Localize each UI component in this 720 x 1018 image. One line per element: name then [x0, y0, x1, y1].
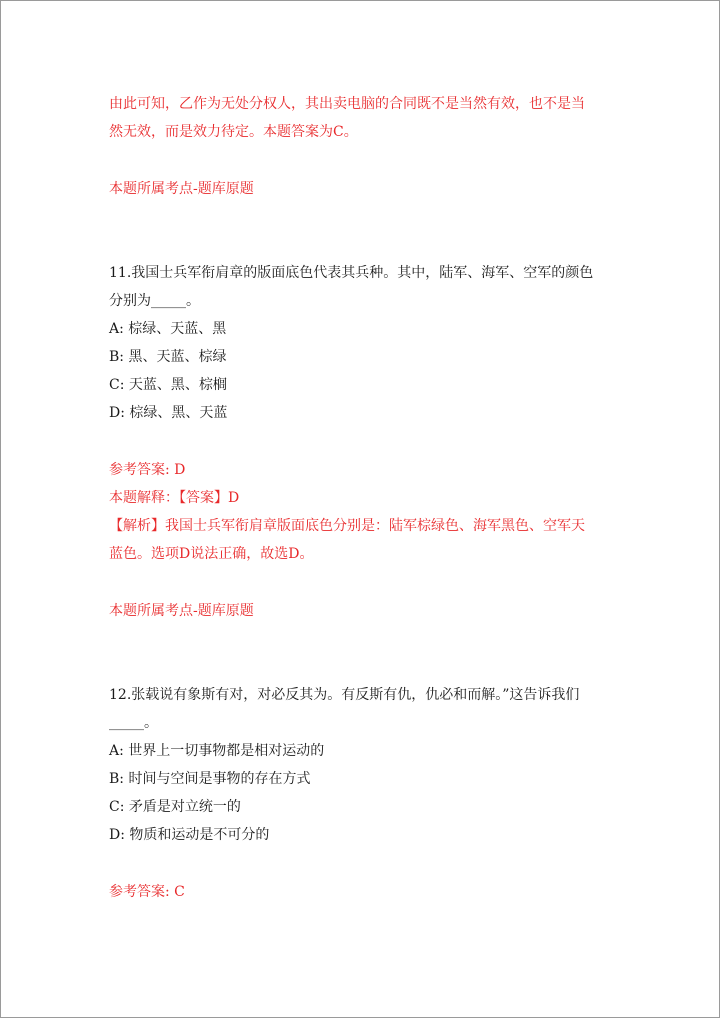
- q11-source-tag: 本题所属考点-题库原题: [109, 603, 254, 619]
- q12-option-d: D: 物质和运动是不可分的: [109, 827, 270, 843]
- q12-option-b: B: 时间与空间是事物的存在方式: [109, 771, 311, 787]
- q11-option-c: C: 天蓝、黑、棕榈: [109, 377, 227, 393]
- q11-explanation-line-1: 【解析】我国士兵军衔肩章版面底色分别是：陆军棕绿色、海军黑色、空军天: [109, 518, 585, 534]
- prev-explanation-line-2: 然无效，而是效力待定。本题答案为C。: [109, 124, 358, 140]
- q12-stem-line-2: _____。: [109, 715, 158, 731]
- q11-option-d: D: 棕绿、黑、天蓝: [109, 405, 228, 421]
- q12-option-a: A: 世界上一切事物都是相对运动的: [109, 743, 325, 759]
- q11-answer: 参考答案: D: [109, 462, 186, 478]
- q11-option-b: B: 黑、天蓝、棕绿: [109, 349, 227, 365]
- q11-explanation-line-2: 蓝色。选项D说法正确，故选D。: [109, 546, 314, 562]
- q11-stem-line-1: 11.我国士兵军衔肩章的版面底色代表其兵种。其中，陆军、海军、空军的颜色: [109, 265, 594, 281]
- q11-stem-line-2: 分别为_____。: [109, 293, 200, 309]
- q12-stem-line-1: 12.张载说有象斯有对，对必反其为。有反斯有仇，仇必和而解。”这告诉我们: [109, 687, 580, 703]
- q12-option-c: C: 矛盾是对立统一的: [109, 799, 241, 815]
- prev-source-tag: 本题所属考点-题库原题: [109, 181, 254, 197]
- q11-explanation-header: 本题解释：【答案】D: [109, 490, 240, 506]
- prev-explanation-line-1: 由此可知，乙作为无处分权人，其出卖电脑的合同既不是当然有效，也不是当: [109, 96, 585, 112]
- q11-option-a: A: 棕绿、天蓝、黑: [109, 321, 227, 337]
- q12-answer: 参考答案: C: [109, 884, 185, 900]
